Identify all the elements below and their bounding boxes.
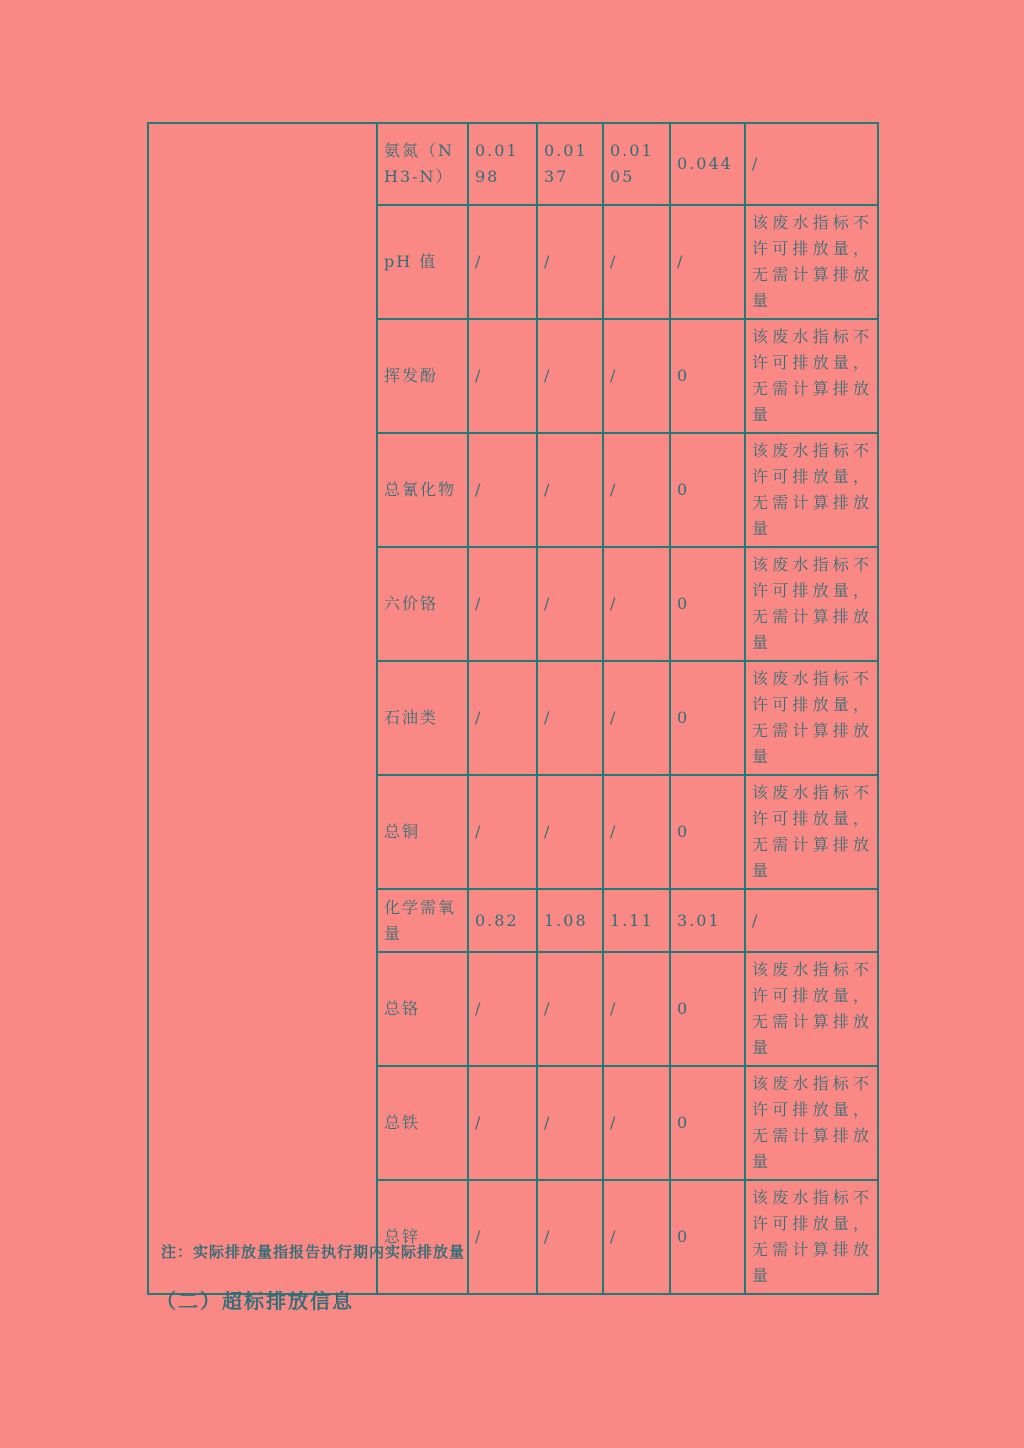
value-cell: / [468,547,537,661]
note-text: 注：实际排放量指报告执行期内实际排放量 [161,1243,466,1261]
value-cell: / [468,1066,537,1180]
pollutant-name-cell: 六价铬 [377,547,468,661]
remark-cell: / [745,123,878,205]
pollutant-name-cell: 总铜 [377,775,468,889]
remark-cell: 该废水指标不许可排放量，无需计算排放量 [745,1180,878,1294]
pollutant-name-cell: 总铬 [377,952,468,1066]
emissions-table [147,122,879,1295]
category-cell [148,123,377,1294]
remark-cell: 该废水指标不许可排放量，无需计算排放量 [745,547,878,661]
value-cell: 0 [670,1180,745,1294]
pollutant-name-cell: 总锌 [377,1180,468,1294]
pollutant-name-cell: 氨氮（NH3-N） [377,123,468,205]
value-cell: 0 [670,433,745,547]
value-cell: / [603,952,670,1066]
value-cell: 0 [670,319,745,433]
pollutant-name-cell: 挥发酚 [377,319,468,433]
value-cell: / [603,775,670,889]
value-cell: / [468,433,537,547]
value-cell: 1.11 [603,889,670,952]
value-cell: / [603,205,670,319]
value-cell: 1.08 [537,889,603,952]
value-cell: / [537,775,603,889]
value-cell: / [468,205,537,319]
pollutant-name-cell: 石油类 [377,661,468,775]
value-cell: 0.0198 [468,123,537,205]
value-cell: 3.01 [670,889,745,952]
value-cell: / [468,1180,537,1294]
value-cell: 0.0137 [537,123,603,205]
value-cell: / [537,661,603,775]
value-cell: 0 [670,1066,745,1180]
remark-cell: 该废水指标不许可排放量，无需计算排放量 [745,952,878,1066]
value-cell: / [603,661,670,775]
value-cell: 0.0105 [603,123,670,205]
value-cell: / [670,205,745,319]
value-cell: / [603,1066,670,1180]
value-cell: 0.82 [468,889,537,952]
value-cell: / [603,433,670,547]
value-cell: 0 [670,952,745,1066]
value-cell: 0 [670,661,745,775]
table-row [148,123,878,205]
pollutant-name-cell: 总氰化物 [377,433,468,547]
value-cell: / [468,319,537,433]
value-cell: / [537,433,603,547]
value-cell: / [468,661,537,775]
section-heading: （二）超标排放信息 [156,1289,354,1313]
remark-cell: 该废水指标不许可排放量，无需计算排放量 [745,661,878,775]
value-cell: / [537,952,603,1066]
value-cell: / [603,547,670,661]
remark-cell: 该废水指标不许可排放量，无需计算排放量 [745,319,878,433]
value-cell: / [537,1066,603,1180]
value-cell: 0.044 [670,123,745,205]
value-cell: / [468,952,537,1066]
value-cell: / [537,547,603,661]
pollutant-name-cell: 化学需氧量 [377,889,468,952]
remark-cell: 该废水指标不许可排放量，无需计算排放量 [745,1066,878,1180]
value-cell: / [603,319,670,433]
pollutant-name-cell: pH 值 [377,205,468,319]
value-cell: 0 [670,775,745,889]
value-cell: / [468,775,537,889]
remark-cell: 该废水指标不许可排放量，无需计算排放量 [745,775,878,889]
value-cell: 0 [670,547,745,661]
pollutant-name-cell: 总铁 [377,1066,468,1180]
value-cell: / [603,1180,670,1294]
remark-cell: 该废水指标不许可排放量，无需计算排放量 [745,433,878,547]
remark-cell: 该废水指标不许可排放量，无需计算排放量 [745,205,878,319]
value-cell: / [537,205,603,319]
remark-cell: / [745,889,878,952]
value-cell: / [537,319,603,433]
value-cell: / [537,1180,603,1294]
